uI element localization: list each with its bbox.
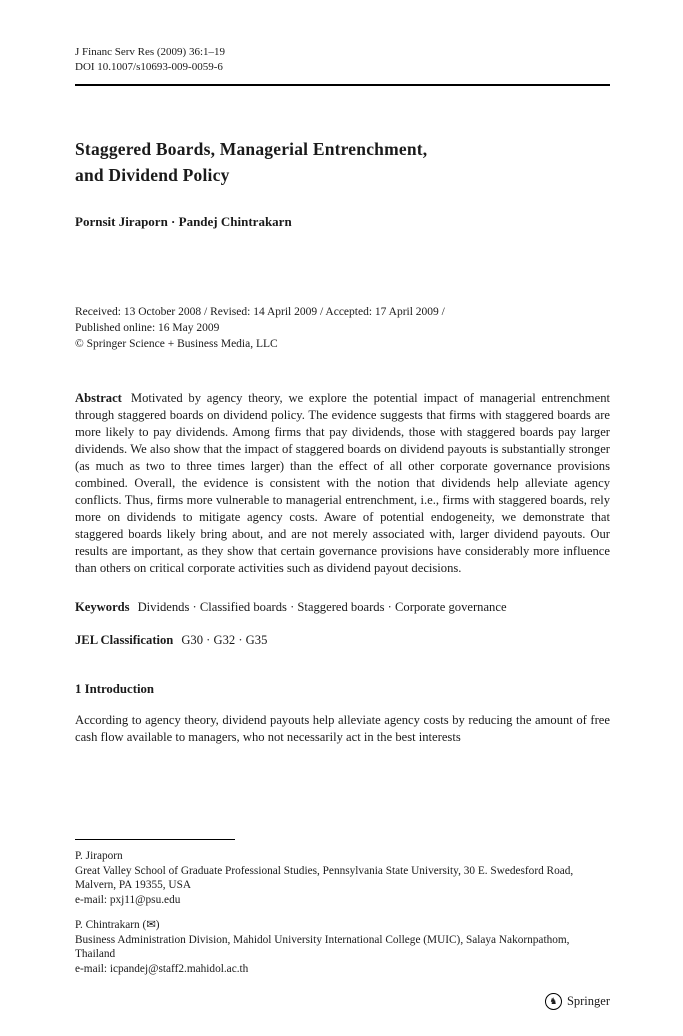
footnote-author1-affiliation: Great Valley School of Graduate Professional Studies, Pennsylvania State University, 30 E. Swedesford Road, Malvern, PA 19355, USA: [75, 864, 574, 891]
jel-line: [75, 632, 610, 649]
journal-header: [75, 45, 610, 75]
footnote-author2-email: e-mail: icpandej@staff2.mahidol.ac.th: [75, 962, 249, 975]
abstract-label: Abstract: [75, 391, 122, 405]
springer-logo: [545, 993, 610, 1010]
keywords-label: Keywords: [75, 600, 130, 614]
springer-knight-icon: ♞: [545, 993, 562, 1010]
abstract-paragraph: [75, 390, 610, 577]
springer-logo-text: Springer: [566, 994, 610, 1008]
footnote-author1-name: P. Jiraporn: [75, 850, 123, 862]
footnote-author1: [75, 849, 610, 907]
doi: DOI 10.1007/s10693-009-0059-6: [75, 61, 223, 73]
jel-label: JEL Classification: [75, 633, 174, 647]
header-rule: [75, 84, 610, 86]
section-heading-introduction: 1 Introduction: [75, 682, 155, 696]
paper-title-line2: and Dividend Policy: [75, 165, 230, 185]
jel-text: G30 · G32 · G35: [181, 633, 268, 647]
published-line: Published online: 16 May 2009: [75, 322, 220, 334]
footnote-author1-email: e-mail: pxj11@psu.edu: [75, 893, 181, 906]
footnote-author2: [75, 918, 610, 976]
keywords-text: Dividends · Classified boards · Staggered boards · Corporate governance: [137, 600, 507, 614]
copyright-line: © Springer Science + Business Media, LLC: [75, 338, 278, 350]
footnote-rule: [75, 839, 235, 840]
dates-block: [75, 304, 610, 352]
paper-title-line1: Staggered Boards, Managerial Entrenchment,: [75, 139, 428, 159]
footnote-author2-name: P. Chintrakarn (✉): [75, 919, 160, 931]
received-line: Received: 13 October 2008 / Revised: 14 April 2009 / Accepted: 17 April 2009 /: [75, 306, 445, 318]
abstract-text: Motivated by agency theory, we explore the potential impact of managerial entrenchment through staggered boards on dividend policy. The evidence suggests that firms with staggered boards are more likely to pay dividends. Among firms that pay dividends, those with staggered boards pay larger dividends. We also show that the impact of staggered boards on dividend payouts is substantially stronger (as much as two to three times larger) than the effect of all other corporate governance provisions combined. Overall, the evidence is consistent with the notion that dividends help alleviate agency conflicts. Thus, firms more vulnerable to managerial entrenchment, i.e., firms with staggered boards, rely more on dividends to mitigate agency costs. Aware of potential endogeneity, we demonstrate that staggered boards likely bring about, and are not merely associated with, larger dividend payouts. Our results are important, as they show that certain governance provisions have considerably more influence than others on critical corporate activities such as dividend payout decisions.: [75, 391, 610, 575]
footnote-block: [75, 839, 610, 976]
journal-reference: J Financ Serv Res (2009) 36:1–19: [75, 46, 226, 58]
keywords-line: [75, 599, 610, 616]
authors-line: Pornsit Jiraporn · Pandej Chintrakarn: [75, 214, 292, 229]
footnote-author2-affiliation: Business Administration Division, Mahidol University International College (MUIC), Salaya Nakornpathom, Thailand: [75, 933, 570, 960]
paper-title: [75, 136, 610, 188]
intro-paragraph: According to agency theory, dividend payouts help alleviate agency costs by reducing the amount of free cash flow available to managers, who not necessarily act in the best interests: [75, 713, 610, 744]
